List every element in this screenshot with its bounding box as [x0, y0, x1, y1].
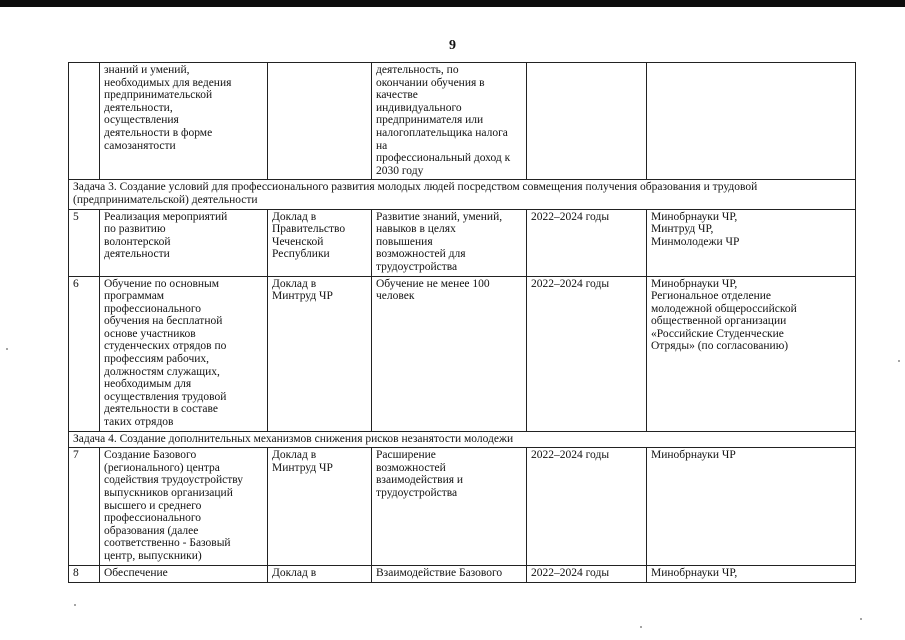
cell-number: 5: [69, 209, 100, 276]
cell-result: деятельность, по окончании обучения в качестве индивидуального предпринимателя или налогоплательщика налога на профессиональный доход к 2030 году: [372, 63, 527, 180]
cell-number: [69, 565, 100, 582]
scan-speck: [640, 626, 642, 628]
cell-number: [69, 63, 100, 180]
table-row: [69, 448, 856, 565]
task-header-row: [69, 180, 856, 209]
task-3-heading: Задача 3. Создание условий для профессионального развития молодых людей посредством совмещения получения образования и трудовой (предпринимательской) деятельности: [69, 180, 856, 209]
table-row: [69, 276, 856, 431]
table-row: [69, 565, 856, 582]
cell-result: Обучение не менее 100 человек: [372, 276, 527, 431]
cell-activity: Обучение по основным программам профессионального обучения на бесплатной основе участников студенческих отрядов по профессиям рабочих, должностям служащих, необходимым для осуществления трудовой деятельности в составе таких отрядов: [100, 276, 268, 431]
cell-text: Обеспечение: [104, 566, 168, 579]
cell-period: [527, 63, 647, 180]
cell-text: 8: [73, 566, 79, 579]
cell-text: Доклад в: [272, 566, 317, 579]
cell-period: 2022–2024 годы: [527, 209, 647, 276]
cell-activity: Реализация мероприятий по развитию волонтерской деятельности: [100, 209, 268, 276]
cell-activity: [100, 565, 268, 582]
cell-number: 7: [69, 448, 100, 565]
cell-report: Доклад в Минтруд ЧР: [268, 276, 372, 431]
cell-executors: Минобрнауки ЧР, Минтруд ЧР, Минмолодежи ЧР: [647, 209, 856, 276]
cell-executors: [647, 565, 856, 582]
cell-text: Взаимодействие Базового: [376, 566, 503, 579]
cell-period: [527, 565, 647, 582]
scan-speck: [860, 618, 862, 620]
cell-report: Доклад в Минтруд ЧР: [268, 448, 372, 565]
cell-text: 2022–2024 годы: [531, 566, 610, 579]
cell-period: 2022–2024 годы: [527, 448, 647, 565]
scan-speck: [898, 360, 900, 362]
cell-result: Развитие знаний, умений, навыков в целях повышения возможностей для трудоустройства: [372, 209, 527, 276]
scan-speck: [74, 604, 76, 606]
page-number: 9: [449, 38, 456, 53]
cell-activity: знаний и умений, необходимых для ведения предпринимательской деятельности, осуществления деятельности в форме самозанятости: [100, 63, 268, 180]
cell-report: [268, 63, 372, 180]
cell-report: Доклад в Правительство Чеченской Республики: [268, 209, 372, 276]
scan-speck: [6, 348, 8, 350]
table-row: [69, 209, 856, 276]
cell-text: Минобрнауки ЧР,: [651, 566, 738, 579]
top-scan-border: [0, 0, 905, 7]
cell-period: 2022–2024 годы: [527, 276, 647, 431]
cell-executors: Минобрнауки ЧР: [647, 448, 856, 565]
table-row: [69, 63, 856, 180]
cell-activity: Создание Базового (регионального) центра содействия трудоустройству выпускников организаций высшего и среднего профессионального образования (далее соответственно - Базовый центр, выпускники): [100, 448, 268, 565]
cell-result: Расширение возможностей взаимодействия и трудоустройства: [372, 448, 527, 565]
cell-report: [268, 565, 372, 582]
cell-executors: Минобрнауки ЧР, Региональное отделение молодежной общероссийской общественной организации «Российские Студенческие Отряды» (по согласованию): [647, 276, 856, 431]
measures-table: [68, 62, 856, 583]
cell-result: [372, 565, 527, 582]
cell-number: 6: [69, 276, 100, 431]
task-header-row: [69, 431, 856, 448]
task-4-heading: Задача 4. Создание дополнительных механизмов снижения рисков незанятости молодежи: [69, 431, 856, 448]
cell-executors: [647, 63, 856, 180]
